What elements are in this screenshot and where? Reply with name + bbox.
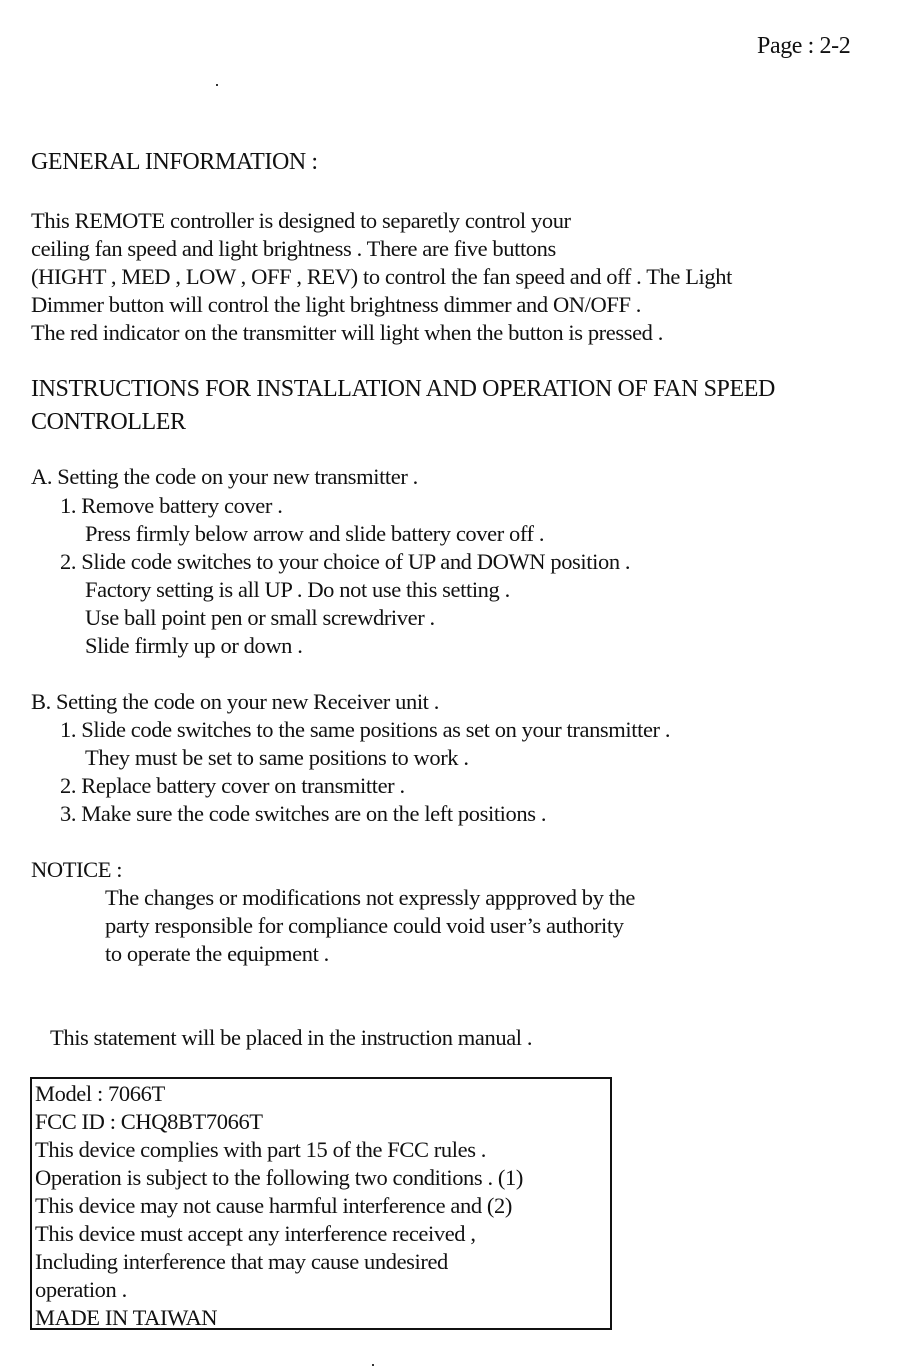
scan-speck (216, 84, 218, 86)
notice-line: The changes or modifications not expressly appproved by the (105, 885, 636, 910)
general-information-line: (HIGHT , MED , LOW , OFF , REV) to control the fan speed and off . The Light (31, 264, 732, 289)
section-b-step: 2. Replace battery cover on transmitter . (60, 773, 405, 798)
general-information-line: ceiling fan speed and light brightness . There are five buttons (31, 236, 556, 261)
label-line-fcc-id: FCC ID : CHQ8BT7066T (35, 1109, 263, 1134)
label-line: This device may not cause harmful interference and (2) (35, 1193, 512, 1218)
section-a-step: Press firmly below arrow and slide battery cover off . (85, 521, 545, 546)
general-information-line: This REMOTE controller is designed to separetly control your (31, 208, 571, 233)
notice-line: party responsible for compliance could void user’s authority (105, 913, 624, 938)
section-b-step: They must be set to same positions to work . (85, 745, 469, 770)
page-label: Page : 2-2 (757, 33, 851, 59)
section-a-title: A. Setting the code on your new transmitter . (31, 464, 418, 489)
fcc-label-box (30, 1077, 612, 1330)
section-a-step: Slide firmly up or down . (85, 633, 303, 658)
label-line-origin: MADE IN TAIWAN (35, 1305, 218, 1330)
instructions-heading: CONTROLLER (31, 409, 186, 435)
section-a-step: Use ball point pen or small screwdriver . (85, 605, 435, 630)
label-line: This device must accept any interference received , (35, 1221, 476, 1246)
label-line: Operation is subject to the following two conditions . (1) (35, 1165, 523, 1190)
scan-speck (372, 1364, 374, 1366)
label-line: Including interference that may cause undesired (35, 1249, 448, 1274)
statement-text: This statement will be placed in the instruction manual . (50, 1025, 533, 1050)
section-b-title: B. Setting the code on your new Receiver unit . (31, 689, 439, 714)
section-b-step: 3. Make sure the code switches are on the left positions . (60, 801, 547, 826)
section-a-step: Factory setting is all UP . Do not use this setting . (85, 577, 510, 602)
label-line: This device complies with part 15 of the FCC rules . (35, 1137, 486, 1162)
section-a-step: 1. Remove battery cover . (60, 493, 283, 518)
general-information-line: The red indicator on the transmitter will light when the button is pressed . (31, 320, 663, 345)
instructions-heading: INSTRUCTIONS FOR INSTALLATION AND OPERATION OF FAN SPEED (31, 376, 775, 402)
section-b-step: 1. Slide code switches to the same positions as set on your transmitter . (60, 717, 671, 742)
section-a-step: 2. Slide code switches to your choice of UP and DOWN position . (60, 549, 631, 574)
label-line: operation . (35, 1277, 127, 1302)
general-information-line: Dimmer button will control the light brightness dimmer and ON/OFF . (31, 292, 642, 317)
notice-heading: NOTICE : (31, 857, 123, 882)
label-line-model: Model : 7066T (35, 1081, 165, 1106)
general-information-heading: GENERAL INFORMATION : (31, 149, 318, 175)
notice-line: to operate the equipment . (105, 941, 329, 966)
